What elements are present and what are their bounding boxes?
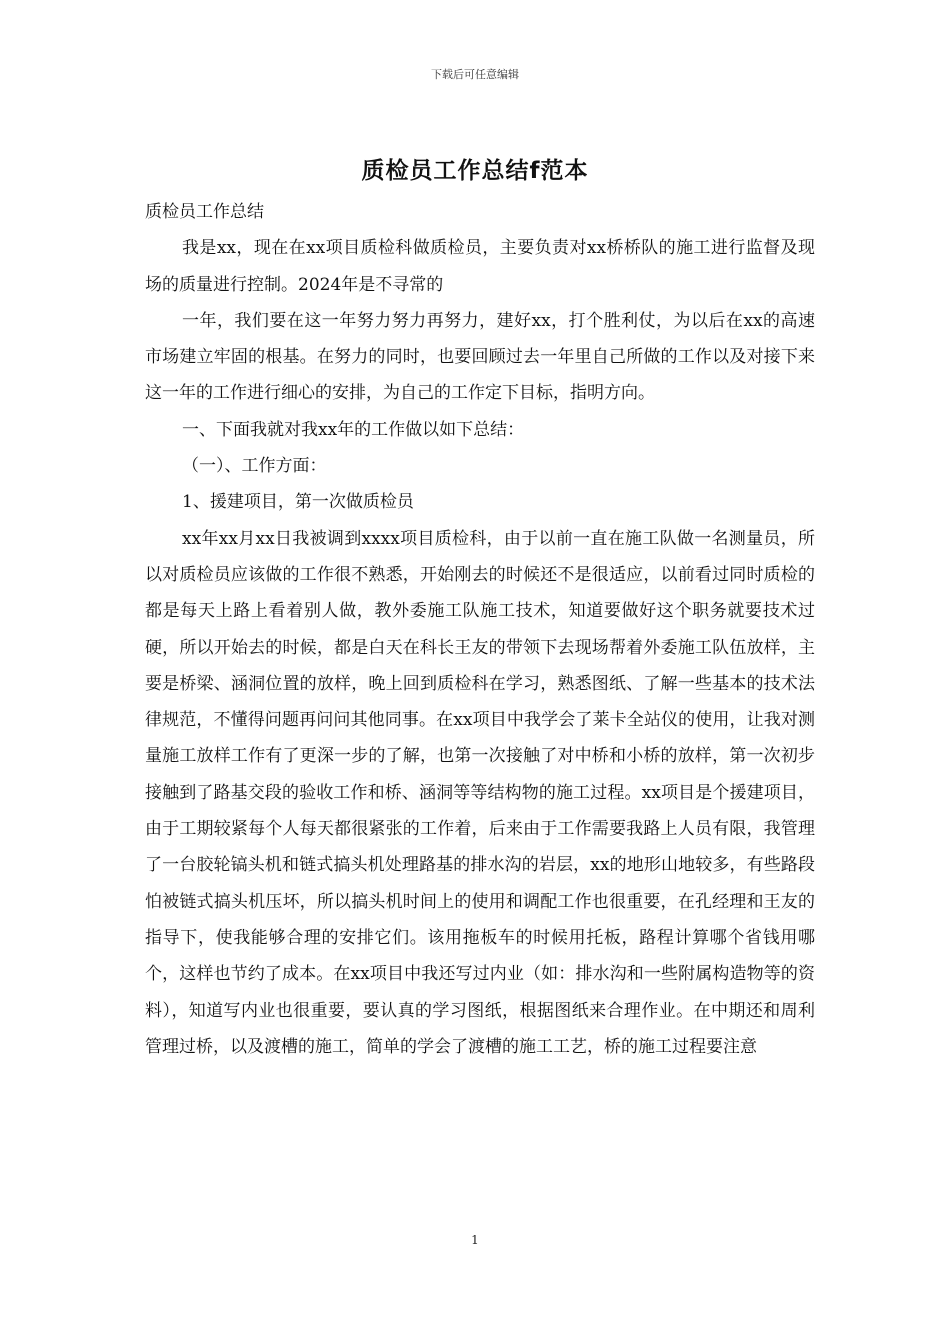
document-body bbox=[145, 194, 815, 1065]
paragraph-goals: 一年，我们要在这一年努力努力再努力，建好xx，打个胜利仗，为以后在xx的高速市场建立牢固的根基。在努力的同时，也要回顾过去一年里自己所做的工作以及对接下来这一年的工作进行细心的安排，为自己的工作定下目标，指明方向。 bbox=[145, 310, 815, 404]
page-header-note: 下载后可任意编辑 bbox=[431, 68, 519, 81]
document-title: 质检员工作总结f范本 bbox=[361, 158, 589, 184]
paragraph-project-details: xx年xx月xx日我被调到xxxx项目质检科，由于以前一直在施工队做一名测量员，所以对质检员应该做的工作很不熟悉，开始刚去的时候还不是很适应，以前看过同时质检的都是每天上路上看着别人做，教外委施工队施工技术，知道要做好这个职务就要技术过硬，所以开始去的时候，都是白天在科长王友的带领下去现场帮着外委施工队伍放样，主要是桥梁、涵洞位置的放样，晚上回到质检科在学习，熟悉图纸、了解一些基本的技术法律规范，不懂得问题再问问其他同事。在xx项目中我学会了莱卡全站仪的使用，让我对测量施工放样工作有了更深一步的了解，也第一次接触了对中桥和小桥的放样，第一次初步接触到了路基交段的验收工作和桥、涵洞等等结构物的施工过程。xx项目是个援建项目，由于工期较紧每个人每天都很紧张的工作着，后来由于工作需要我路上人员有限，我管理了一台胶轮镐头机和链式搞头机处理路基的排水沟的岩层，xx的地形山地较多，有些路段怕被链式搞头机压坏，所以搞头机时间上的使用和调配工作也很重要，在孔经理和王友的指导下，使我能够合理的安排它们。该用拖板车的时候用托板，路程计算哪个省钱用哪个，这样也节约了成本。在xx项目中我还写过内业（如：排水沟和一些附属构造物等的资料），知道写内业也很重要，要认真的学习图纸，根据图纸来合理作业。在中期还和周利管理过桥，以及渡槽的施工，简单的学会了渡槽的施工工艺，桥的施工过程要注意 bbox=[145, 528, 815, 1057]
item-heading-project: 1、援建项目，第一次做质检员 bbox=[182, 492, 414, 513]
paragraph-intro: 我是xx，现在在xx项目质检科做质检员，主要负责对xx桥桥队的施工进行监督及现场的质量进行控制。2024年是不寻常的 bbox=[145, 238, 815, 295]
section-heading-summary: 一、下面我就对我xx年的工作做以如下总结： bbox=[182, 419, 525, 440]
document-subtitle: 质检员工作总结 bbox=[145, 202, 264, 222]
page-number: 1 bbox=[471, 1233, 479, 1247]
subsection-heading-work: （一）、工作方面： bbox=[182, 456, 327, 477]
